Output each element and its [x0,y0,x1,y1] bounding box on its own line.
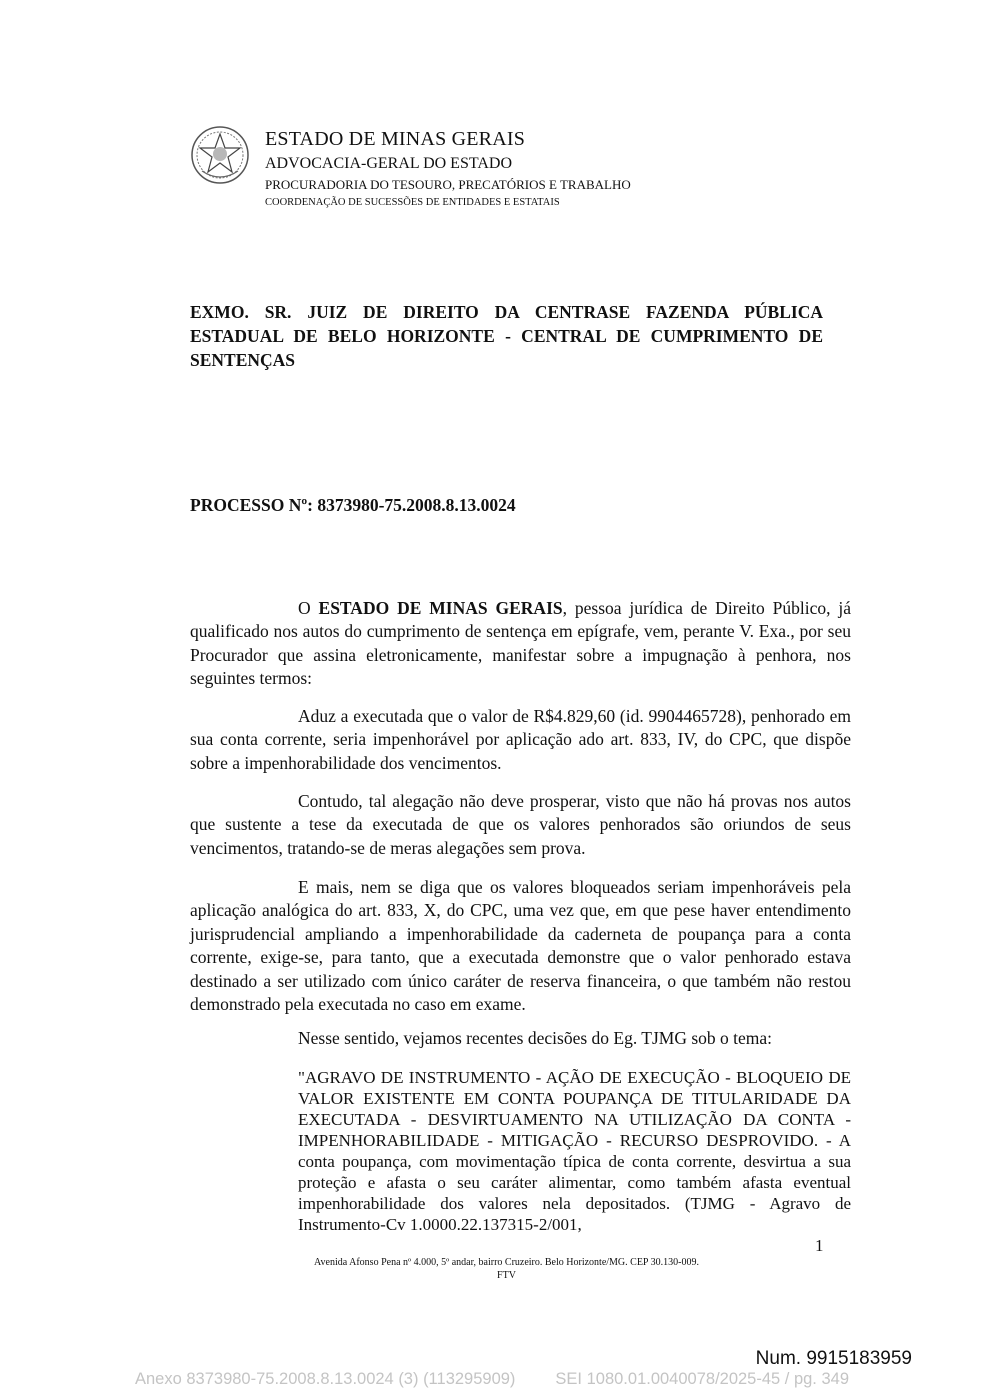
paragraph-2: Aduz a executada que o valor de R$4.829,60 (id. 9904465728), penhorado em sua conta corrente, seria impenhorável por aplicação ado art. 833, IV, do CPC, que dispõe sobre a impenhorabilidade dos vencimentos. [190,706,851,773]
footer-address-line: Avenida Afonso Pena nº 4.000, 5º andar, bairro Cruzeiro. Belo Horizonte/MG. CEP 30.130-009. [314,1257,699,1268]
annex-reference: Anexo 8373980-75.2008.8.13.0024 (3) (113295909) [135,1370,516,1388]
address-to-judge: EXMO. SR. JUIZ DE DIREITO DA CENTRASE FAZENDA PÚBLICA ESTADUAL DE BELO HORIZONTE - CENTRAL DE CUMPRIMENTO DE SENTENÇAS [190,302,823,370]
header-agency: ADVOCACIA-GERAL DO ESTADO [265,155,512,172]
paragraph-3: Contudo, tal alegação não deve prosperar, visto que não há provas nos autos que sustente a tese da executada de que os valores penhorados são oriundos de seus vencimentos, tratando-se de meras alegações sem prova. [190,791,851,858]
footer-address [190,1256,823,1282]
party-name: ESTADO DE MINAS GERAIS [318,598,563,618]
document-number: Num. 9915183959 [755,1348,912,1369]
footer-initials: FTV [497,1270,516,1281]
sei-reference: SEI 1080.01.0040078/2025-45 / pg. 349 [555,1370,850,1388]
paragraph-5: Nesse sentido, vejamos recentes decisões do Eg. TJMG sob o tema: [298,1028,773,1048]
header-office: PROCURADORIA DO TESOURO, PRECATÓRIOS E TRABALHO [265,177,631,192]
annex-line [135,1370,849,1389]
header-state: ESTADO DE MINAS GERAIS [265,128,526,150]
header-coordination: COORDENAÇÃO DE SUCESSÕES DE ENTIDADES E ESTATAIS [265,197,560,208]
paragraph-1: O ESTADO DE MINAS GERAIS, pessoa jurídica de Direito Público, já qualificado nos autos do cumprimento de sentença em epígrafe, vem, perante V. Exa., por seu Procurador que assina eletronicamente, manifestar sobre a impugnação à penhora, nos seguintes termos: [190,598,852,689]
state-seal [190,125,250,185]
page-number: 1 [815,1236,824,1255]
jurisprudence-quote: "AGRAVO DE INSTRUMENTO - AÇÃO DE EXECUÇÃO - BLOQUEIO DE VALOR EXISTENTE EM CONTA POUPANÇA DE TITULARIDADE DA EXECUTADA - DESVIRTUAMENTO NA UTILIZAÇÃO DA CONTA - IMPENHORABILIDADE - MITIGAÇÃO - RECURSO DESPROVIDO. - A conta poupança, com movimentação típica de conta corrente, desvirtua a sua proteção e afasta o seu caráter alimentar, como também afasta eventual impenhorabilidade dos valores nela depositados. (TJMG - Agravo de Instrumento-Cv 1.0000.22.137315-2/001, [298,1068,851,1234]
process-number: PROCESSO Nº: 8373980-75.2008.8.13.0024 [190,495,516,515]
paragraph-4: E mais, nem se diga que os valores bloqueados seriam impenhoráveis pela aplicação analógica do art. 833, X, do CPC, uma vez que, em que pese haver entendimento jurisprudencial ampliando a impenhorabilidade da caderneta de poupança para a conta corrente, exige-se, para tanto, que a executada demonstre que o valor penhorado estava destinado a ser utilizado com único caráter de reserva financeira, o que também não restou demonstrado pela executada no caso em exame. [190,877,851,1015]
